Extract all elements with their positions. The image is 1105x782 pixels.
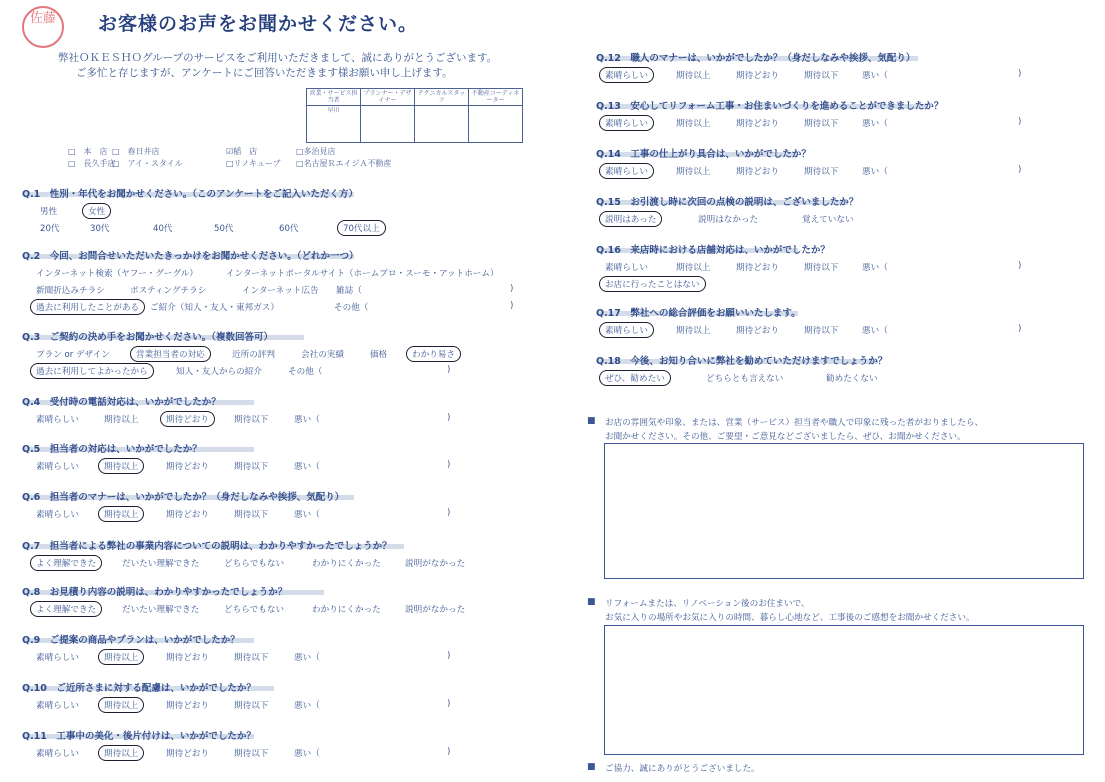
answer-option[interactable]: 期待以下: [804, 263, 839, 273]
answer-option[interactable]: 覚えていない: [802, 215, 854, 225]
answer-option[interactable]: 期待以上: [676, 263, 711, 273]
answer-option-selected[interactable]: 素晴らしい: [599, 115, 654, 131]
answer-option-selected[interactable]: 期待以上: [98, 506, 144, 522]
store-option[interactable]: □ 本 店: [68, 147, 108, 156]
staff-cell-technical[interactable]: [415, 106, 469, 143]
intro-line-1: 弊社ＯＫＥＳＨＯグループのサービスをご利用いただきまして、誠にありがとうございます。: [58, 52, 498, 64]
paren-close: ): [447, 413, 451, 423]
question-label: Q.3 ご契約の決め手をお聞かせください。（複数回答可）: [22, 332, 274, 343]
answer-option[interactable]: 悪い（: [862, 167, 888, 177]
answer-option[interactable]: どちらでもない: [224, 605, 285, 615]
answer-option[interactable]: 雑誌（: [336, 286, 362, 296]
answer-option-selected[interactable]: 女性: [82, 203, 111, 219]
question-label: Q.17 弊社への総合評価をお願いいたします。: [596, 308, 801, 319]
comment1-bullet: ■: [587, 416, 596, 426]
answer-option[interactable]: 悪い（: [294, 510, 320, 520]
comment2-line-2: お気に入りの場所やお気に入りの時間、暮らし心地など、工事後のご感想をお聞かせください。: [605, 613, 975, 623]
answer-option[interactable]: 期待以下: [804, 326, 839, 336]
answer-option[interactable]: 悪い（: [294, 701, 320, 711]
staff-signature[interactable]: 早川: [307, 106, 361, 143]
answer-option[interactable]: 価格: [370, 350, 388, 360]
answer-option[interactable]: 期待どおり: [736, 167, 779, 177]
answer-option[interactable]: 期待どおり: [166, 701, 209, 711]
question-label: Q.9 ご提案の商品やプランは、いかがでしたか？: [22, 635, 240, 646]
question-label: Q.13 安心してリフォーム工事・お住まいづくりを進めることができましたか？: [596, 101, 944, 112]
paren-close: ): [510, 284, 514, 294]
answer-option[interactable]: 期待以上: [676, 119, 711, 129]
paren-close: ): [447, 699, 451, 709]
answer-option[interactable]: 期待以下: [804, 119, 839, 129]
comment2-line-1: リフォームまたは、リノベーション後のお住まいで、: [605, 599, 810, 609]
comment1-line-1: お店の雰囲気や印象、または、営業（サービス）担当者や職人で印象に残った者がおりましたら、: [605, 418, 984, 428]
answer-option[interactable]: 説明がなかった: [405, 559, 466, 569]
answer-option-selected[interactable]: わかり易さ: [406, 346, 461, 362]
thanks-text: ご協力、誠にありがとうございました。: [605, 764, 760, 774]
paren-close: ): [1018, 324, 1022, 334]
answer-option[interactable]: 60代: [279, 224, 299, 234]
answer-option[interactable]: 素晴らしい: [36, 749, 79, 759]
comment2-box[interactable]: [604, 625, 1084, 755]
question-label: Q.15 お引渡し時に次回の点検の説明は、ございましたか？: [596, 197, 859, 208]
answer-option[interactable]: どちらでもない: [224, 559, 285, 569]
staff-cell-realestate[interactable]: [469, 106, 523, 143]
intro-line-2: ご多忙と存じますが、アンケートにご回答いただきます様お願い申し上げます。: [76, 67, 453, 79]
answer-option[interactable]: 期待以下: [804, 71, 839, 81]
answer-option[interactable]: 悪い（: [862, 71, 888, 81]
answer-option[interactable]: その他（: [288, 367, 323, 377]
answer-option[interactable]: 近所の評判: [232, 350, 275, 360]
answer-option-selected[interactable]: 期待以上: [98, 458, 144, 474]
answer-option[interactable]: 期待どおり: [166, 510, 209, 520]
comment1-line-2: お聞かせください。その他、ご要望・ご意見などございましたら、ぜひ、お聞かせください。: [605, 432, 966, 442]
paren-close: ): [1018, 117, 1022, 127]
answer-option[interactable]: 期待以上: [676, 326, 711, 336]
answer-option-selected[interactable]: 過去に利用したことがある: [30, 299, 145, 315]
answer-option[interactable]: 50代: [214, 224, 234, 234]
answer-option[interactable]: 期待以上: [676, 71, 711, 81]
seal-stamp: 佐藤: [22, 6, 64, 48]
answer-option-selected[interactable]: 期待以上: [98, 649, 144, 665]
store-option[interactable]: □ アイ・スタイル: [112, 159, 183, 168]
answer-option[interactable]: だいたい理解できた: [122, 605, 200, 615]
answer-option-selected[interactable]: ぜひ、勧めたい: [599, 370, 671, 386]
answer-option[interactable]: 期待以下: [234, 653, 269, 663]
question-label: Q.1 性別・年代をお聞かせください。（このアンケートをご記入いただく方）: [22, 189, 358, 200]
paren-close: ): [447, 365, 451, 375]
store-option[interactable]: □リノキューブ: [226, 159, 281, 168]
staff-table: [306, 88, 523, 143]
paren-close: ): [1018, 69, 1022, 79]
answer-option-selected[interactable]: 期待どおり: [160, 411, 215, 427]
store-option[interactable]: □ 春日井店: [112, 147, 160, 156]
staff-header-technical: テクニカルスタッフ: [415, 89, 469, 106]
answer-option[interactable]: 素晴らしい: [605, 263, 648, 273]
question-label: Q.6 担当者のマナーは、いかがでしたか？（身だしなみや挨拶、気配り）: [22, 492, 345, 503]
answer-option[interactable]: 期待どおり: [166, 462, 209, 472]
answer-option[interactable]: 期待以下: [234, 701, 269, 711]
comment2-bullet: ■: [587, 597, 596, 607]
answer-option[interactable]: 悪い（: [294, 653, 320, 663]
paren-close: ): [447, 508, 451, 518]
answer-option[interactable]: 期待どおり: [736, 263, 779, 273]
answer-option[interactable]: 勧めたくない: [826, 374, 878, 384]
answer-option[interactable]: 悪い（: [862, 263, 888, 273]
answer-option-selected[interactable]: よく理解できた: [30, 601, 102, 617]
question-label: Q.10 ご近所さまに対する配慮は、いかがでしたか？: [22, 683, 256, 694]
answer-option[interactable]: 期待どおり: [736, 119, 779, 129]
answer-option[interactable]: 素晴らしい: [36, 462, 79, 472]
store-option[interactable]: ☑稲 店: [226, 147, 258, 156]
question-label: Q.12 職人のマナーは、いかがでしたか？（身だしなみや挨拶、気配り）: [596, 53, 916, 64]
staff-cell-planner[interactable]: [361, 106, 415, 143]
thanks-bullet: ■: [587, 762, 596, 772]
answer-option[interactable]: 期待以下: [804, 167, 839, 177]
answer-option[interactable]: インターネットポータルサイト（ホームプロ・スーモ・アットホーム）: [226, 269, 499, 279]
answer-option[interactable]: 30代: [90, 224, 110, 234]
paren-close: ): [447, 651, 451, 661]
comment1-box[interactable]: [604, 443, 1084, 579]
answer-option-selected[interactable]: 素晴らしい: [599, 67, 654, 83]
question-label: Q.8 お見積り内容の説明は、わかりやすかったでしょうか？: [22, 587, 288, 598]
question-label: Q.5 担当者の対応は、いかがでしたか？: [22, 444, 202, 455]
answer-option[interactable]: プラン or デザイン: [36, 350, 110, 360]
answer-option[interactable]: 悪い（: [294, 462, 320, 472]
answer-option[interactable]: 期待以下: [234, 462, 269, 472]
answer-option-selected[interactable]: 期待以上: [98, 745, 144, 761]
answer-option[interactable]: わかりにくかった: [312, 605, 381, 615]
answer-option-selected[interactable]: 素晴らしい: [599, 322, 654, 338]
answer-option[interactable]: 素晴らしい: [36, 415, 79, 425]
answer-option[interactable]: 期待以下: [234, 510, 269, 520]
answer-option[interactable]: 素晴らしい: [36, 653, 79, 663]
paren-close: ): [510, 301, 514, 311]
answer-option[interactable]: 悪い（: [294, 415, 320, 425]
answer-option[interactable]: 期待以上: [104, 415, 139, 425]
answer-option-selected[interactable]: 過去に利用してよかったから: [30, 363, 154, 379]
paren-close: ): [447, 747, 451, 757]
answer-option[interactable]: 期待どおり: [166, 653, 209, 663]
answer-option[interactable]: 期待どおり: [166, 749, 209, 759]
staff-header-sales: 営業・サービス担当者: [307, 89, 361, 106]
answer-option-selected[interactable]: 素晴らしい: [599, 163, 654, 179]
answer-option[interactable]: 20代: [40, 224, 60, 234]
answer-option[interactable]: 説明はなかった: [698, 215, 759, 225]
answer-option[interactable]: 期待どおり: [736, 71, 779, 81]
answer-option[interactable]: 期待以上: [676, 167, 711, 177]
answer-option[interactable]: 素晴らしい: [36, 510, 79, 520]
answer-option-selected[interactable]: よく理解できた: [30, 555, 102, 571]
answer-option[interactable]: 40代: [153, 224, 173, 234]
question-label: Q.4 受付時の電話対応は、いかがでしたか？: [22, 397, 221, 408]
question-label: Q.16 来店時における店舗対応は、いかがでしたか？: [596, 245, 830, 256]
question-label: Q.7 担当者による弊社の事業内容についての説明は、わかりやすかったでしょうか？: [22, 541, 392, 552]
answer-option-selected[interactable]: 70代以上: [337, 220, 386, 236]
answer-option[interactable]: だいたい理解できた: [122, 559, 200, 569]
answer-option[interactable]: インターネット広告: [242, 286, 319, 296]
staff-header-realestate: 不動産コーディネーター: [469, 89, 523, 106]
answer-option[interactable]: 素晴らしい: [36, 701, 79, 711]
store-option[interactable]: □名古屋ＲエイジＡ不動産: [296, 159, 392, 168]
answer-option-selected[interactable]: 営業担当者の対応: [130, 346, 211, 362]
staff-header-planner: プランナー・デザイナー: [361, 89, 415, 106]
answer-option[interactable]: 説明がなかった: [405, 605, 466, 615]
paren-close: ): [1018, 165, 1022, 175]
answer-option[interactable]: 期待以下: [234, 415, 269, 425]
answer-option[interactable]: 期待どおり: [736, 326, 779, 336]
question-label: Q.2 今回、お問合せいただいたきっかけをお聞かせください。（どれか一つ）: [22, 251, 359, 262]
answer-option[interactable]: インターネット検索（ヤフー・グーグル）: [36, 269, 198, 279]
answer-option[interactable]: 期待以下: [234, 749, 269, 759]
answer-option[interactable]: 悪い（: [862, 326, 888, 336]
answer-option[interactable]: 悪い（: [862, 119, 888, 129]
store-option[interactable]: □ 長久手店: [68, 159, 116, 168]
question-label: Q.18 今後、お知り合いに弊社を勧めていただけますでしょうか？: [596, 356, 888, 367]
answer-option-selected[interactable]: 説明はあった: [599, 211, 662, 227]
store-option[interactable]: □多治見店: [296, 147, 336, 156]
answer-option[interactable]: ご紹介（知人・友人・東邦ガス）: [150, 303, 279, 313]
answer-option[interactable]: どちらとも言えない: [706, 374, 784, 384]
answer-option-selected[interactable]: 期待以上: [98, 697, 144, 713]
answer-option[interactable]: 男性: [40, 207, 58, 217]
answer-option[interactable]: 悪い（: [294, 749, 320, 759]
answer-option[interactable]: 新聞折込みチラシ: [36, 286, 105, 296]
paren-close: ): [1018, 261, 1022, 271]
question-label: Q.11 工事中の美化・後片付けは、いかがでしたか？: [22, 731, 256, 742]
answer-option[interactable]: わかりにくかった: [312, 559, 381, 569]
answer-option[interactable]: その他（: [334, 303, 369, 313]
answer-option[interactable]: 知人・友人からの紹介: [176, 367, 262, 377]
page-title: お客様のお声をお聞かせください。: [98, 13, 419, 35]
answer-option[interactable]: 会社の実績: [301, 350, 344, 360]
answer-option[interactable]: ポスティングチラシ: [130, 286, 207, 296]
question-label: Q.14 工事の仕上がり具合は、いかがでしたか？: [596, 149, 811, 160]
answer-option-selected[interactable]: お店に行ったことはない: [599, 276, 706, 292]
paren-close: ): [447, 460, 451, 470]
